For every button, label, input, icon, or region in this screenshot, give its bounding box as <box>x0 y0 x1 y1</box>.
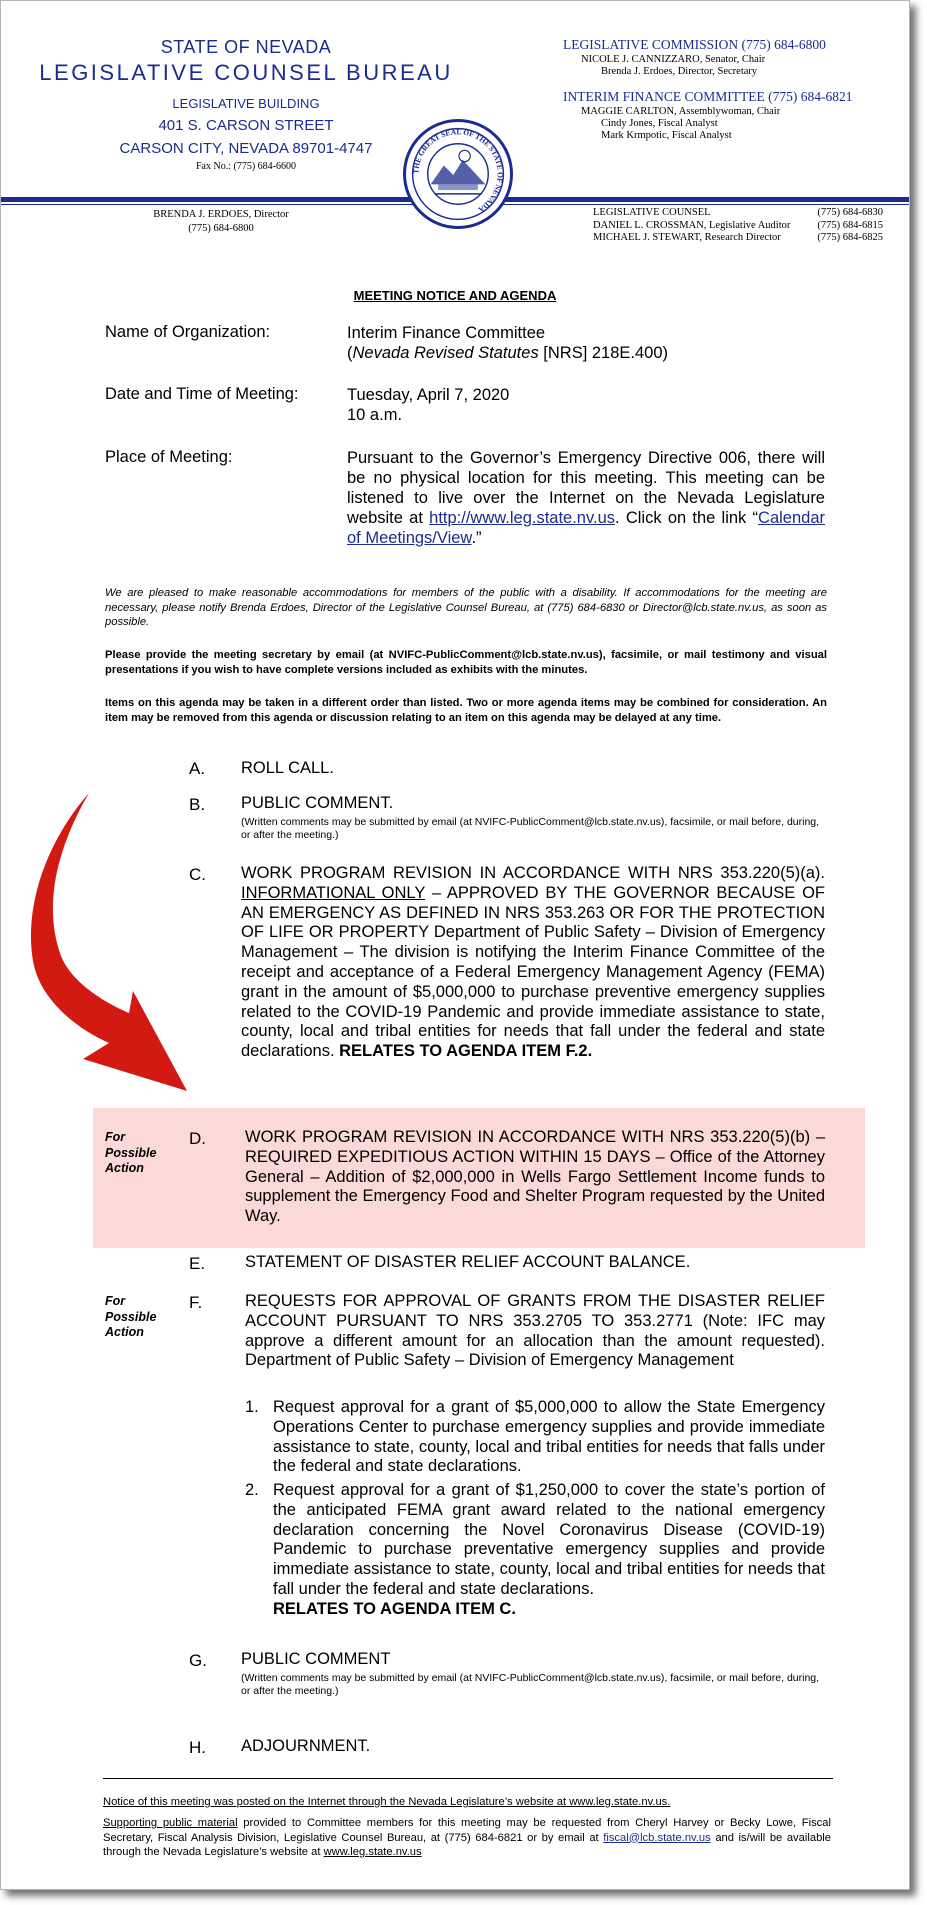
ifc-analyst-2: Mark Krmpotic, Fiscal Analyst <box>601 130 732 141</box>
state-seal-icon <box>403 119 513 229</box>
counsel-name: DANIEL L. CROSSMAN, Legislative Auditor <box>593 219 791 231</box>
item-text-a: ROLL CALL. <box>241 759 334 777</box>
for-possible-action-d: For Possible Action <box>105 1130 157 1175</box>
item-letter-c: C. <box>189 865 206 884</box>
footer-support: Supporting public material provided to Committee members for this meeting may be requested from Cheryl Harvey or Becky Lowe, Fiscal Secretary, Fiscal Analysis Division, Legislative Counsel Bureau, at (775) 684-6821 or by email at fiscal@lcb.state.nv.us and is/will be available through the Nevada Legislature’s website at www.leg.state.nv.us <box>103 1817 831 1858</box>
order-notice: Items on this agenda may be taken in a different order than listed. Two or more agenda items may be combined for consideration. An item may be removed from this agenda or discussion relating to an item on this agenda may be delayed at any time. <box>105 697 827 724</box>
item-text-e: STATEMENT OF DISASTER RELIEF ACCOUNT BALANCE. <box>245 1253 691 1271</box>
commission-block <box>563 37 903 141</box>
item-f-sub-2 <box>245 1481 825 1620</box>
org-statute: (Nevada Revised Statutes [NRS] 218E.400) <box>347 344 669 362</box>
testimony-notice: Please provide the meeting secretary by email (at NVIFC-PublicComment@lcb.state.nv.us), facsimile, or mail testimony and visual presentations if you wish to have complete versions included as exhibits with the minutes. <box>105 649 827 676</box>
sub-text: Request approval for a grant of $1,250,000 to cover the state’s portion of the anticipated FEMA grant award related to the national emergency declaration concerning the Novel Coronavirus Disease (COVID-19) Pandemic to purchase preventative emergency supplies and provide immediate assistance to state, county, local and tribal entities for needs that fall under the federal and state declarations. RELATES TO AGENDA ITEM C. <box>273 1481 825 1618</box>
item-letter-e: E. <box>189 1254 206 1273</box>
place-label: Place of Meeting: <box>105 448 233 466</box>
item-text-h: ADJOURNMENT. <box>241 1737 371 1755</box>
letterhead <box>1 1 909 241</box>
meeting-time: 10 a.m. <box>347 406 403 424</box>
item-text-c: WORK PROGRAM REVISION IN ACCORDANCE WITH NRS 353.220(5)(a). INFORMATIONAL ONLY – APPROVED BY THE GOVERNOR BECAUSE OF AN EMERGENCY AS DEFINED IN NRS 353.263 OR FOR THE PROTECTION OF LIFE OR PROPERTY Department of Public Safety – Division of Emergency Management – The division is notifying the Interim Finance Committee of the receipt and acceptance of a Federal Emergency Management Agency (FEMA) grant in the amount of $5,000,000 to purchase preventive emergency supplies related to the COVID-19 Pandemic and provide immediate assistance to state, county, local and tribal entities for needs that fall under the federal and state declarations. RELATES TO AGENDA ITEM F.2. <box>241 864 825 1061</box>
website-link[interactable]: http://www.leg.state.nv.us <box>429 509 616 527</box>
org-name: Interim Finance Committee <box>347 324 546 342</box>
seal-lettering: THE GREAT SEAL OF THE STATE OF NEVADA <box>411 127 505 215</box>
director-phone: (775) 684-6800 <box>188 223 254 234</box>
item-text-g: PUBLIC COMMENT <box>241 1650 391 1668</box>
item-letter-b: B. <box>189 795 206 814</box>
building-name: LEGISLATIVE BUILDING <box>172 96 320 111</box>
commission-chair: NICOLE J. CANNIZZARO, Senator, Chair <box>581 54 766 65</box>
item-letter-a: A. <box>189 759 206 778</box>
sub-number: 1. <box>245 1398 259 1416</box>
sub-text: Request approval for a grant of $5,000,000 to allow the State Emergency Operations Center to purchase emergency supplies and provide immediate assistance to state, county, local and tribal entities for needs that falls under the federal and state declarations. <box>273 1398 825 1476</box>
date-label: Date and Time of Meeting: <box>105 385 299 403</box>
commission-secretary: Brenda J. Erdoes, Director, Secretary <box>601 66 758 77</box>
street-address: 401 S. CARSON STREET <box>158 117 334 134</box>
page-title: MEETING NOTICE AND AGENDA <box>353 288 557 303</box>
item-letter-d: D. <box>189 1129 206 1148</box>
ifc-heading: INTERIM FINANCE COMMITTEE (775) 684-6821 <box>563 89 853 104</box>
sub-number: 2. <box>245 1481 259 1499</box>
item-text-f: REQUESTS FOR APPROVAL OF GRANTS FROM THE DISASTER RELIEF ACCOUNT PURSUANT TO NRS 353.2705 TO 353.2771 (Note: IFC may approve a different amount for an allocation than the amount requested). Department of Public Safety – Division of Emergency Management <box>245 1292 825 1370</box>
org-value <box>347 323 825 363</box>
counsel-name: LEGISLATIVE COUNSEL <box>593 207 711 218</box>
counsel-phone: (775) 684-6815 <box>817 219 883 231</box>
item-note-g: (Written comments may be submitted by email (at NVIFC-PublicComment@lcb.state.nv.us), facsimile, or mail before, during, or after the meeting.) <box>241 1672 820 1697</box>
for-possible-action-f: For Possible Action <box>105 1294 157 1339</box>
counsel-row <box>593 207 883 220</box>
ifc-chair: MAGGIE CARLTON, Assemblywoman, Chair <box>581 106 781 117</box>
director-block <box>121 208 321 236</box>
city-address: CARSON CITY, NEVADA 89701-4747 <box>119 140 373 157</box>
footer-posted: Notice of this meeting was posted on the Internet through the Nevada Legislature’s website at www.leg.state.nv.us. <box>103 1796 671 1808</box>
counsel-phone: (775) 684-6830 <box>817 207 883 218</box>
calendar-link[interactable]: Calendar of Meetings/View <box>347 509 825 547</box>
accommodation-notice: We are pleased to make reasonable accommodations for members of the public with a disability. If accommodations for the meeting are necessary, please notify Brenda Erdoes, Director of the Legislative Counsel Bureau, at (775) 684-6830 or Director@lcb.state.nv.us, as soon as possible. <box>105 587 827 628</box>
item-letter-f: F. <box>189 1293 203 1312</box>
bureau-block <box>31 37 461 172</box>
place-value: Pursuant to the Governor’s Emergency Directive 006, there will be no physical location for this meeting. This meeting can be listened to live over the Internet on the Nevada Legislature website at http://www.leg.state.nv.us. Click on the link “Calendar of Meetings/View.” <box>347 449 825 547</box>
fax-number: Fax No.: (775) 684-6600 <box>196 161 296 172</box>
item-text-d: WORK PROGRAM REVISION IN ACCORDANCE WITH NRS 353.220(5)(b) – REQUIRED EXPEDITIOUS ACTION WITHIN 15 DAYS – Office of the Attorney General – Addition of $2,000,000 in Wells Fargo Settlement Income funds to supplement the Emergency Food and Shelter Program requested by the United Way. <box>245 1128 825 1226</box>
counsel-row <box>593 232 883 245</box>
item-letter-g: G. <box>189 1651 207 1670</box>
counsel-name: MICHAEL J. STEWART, Research Director <box>593 232 781 243</box>
commission-heading: LEGISLATIVE COMMISSION (775) 684-6800 <box>563 37 826 52</box>
meeting-date: Tuesday, April 7, 2020 <box>347 386 510 404</box>
director-name: BRENDA J. ERDOES, Director <box>153 209 289 220</box>
red-arrow-icon <box>1 781 201 1101</box>
item-note-b: (Written comments may be submitted by email (at NVIFC-PublicComment@lcb.state.nv.us), facsimile, or mail before, during, or after the meeting.) <box>241 816 820 841</box>
item-text-b: PUBLIC COMMENT. <box>241 794 394 812</box>
footer-divider <box>103 1778 833 1779</box>
ifc-analyst-1: Cindy Jones, Fiscal Analyst <box>601 118 718 129</box>
fiscal-email-link[interactable]: fiscal@lcb.state.nv.us <box>603 1831 711 1844</box>
counsel-row <box>593 220 883 233</box>
footer-website-link[interactable]: www.leg.state.nv.us <box>323 1846 422 1858</box>
item-letter-h: H. <box>189 1738 206 1757</box>
counsel-phone: (775) 684-6825 <box>817 232 883 243</box>
counsel-block <box>593 207 883 245</box>
date-value <box>347 385 825 425</box>
org-label: Name of Organization: <box>105 323 271 341</box>
item-f-sub-1 <box>245 1398 825 1477</box>
state-name: STATE OF NEVADA <box>160 37 332 57</box>
bureau-name: LEGISLATIVE COUNSEL BUREAU <box>39 60 453 85</box>
